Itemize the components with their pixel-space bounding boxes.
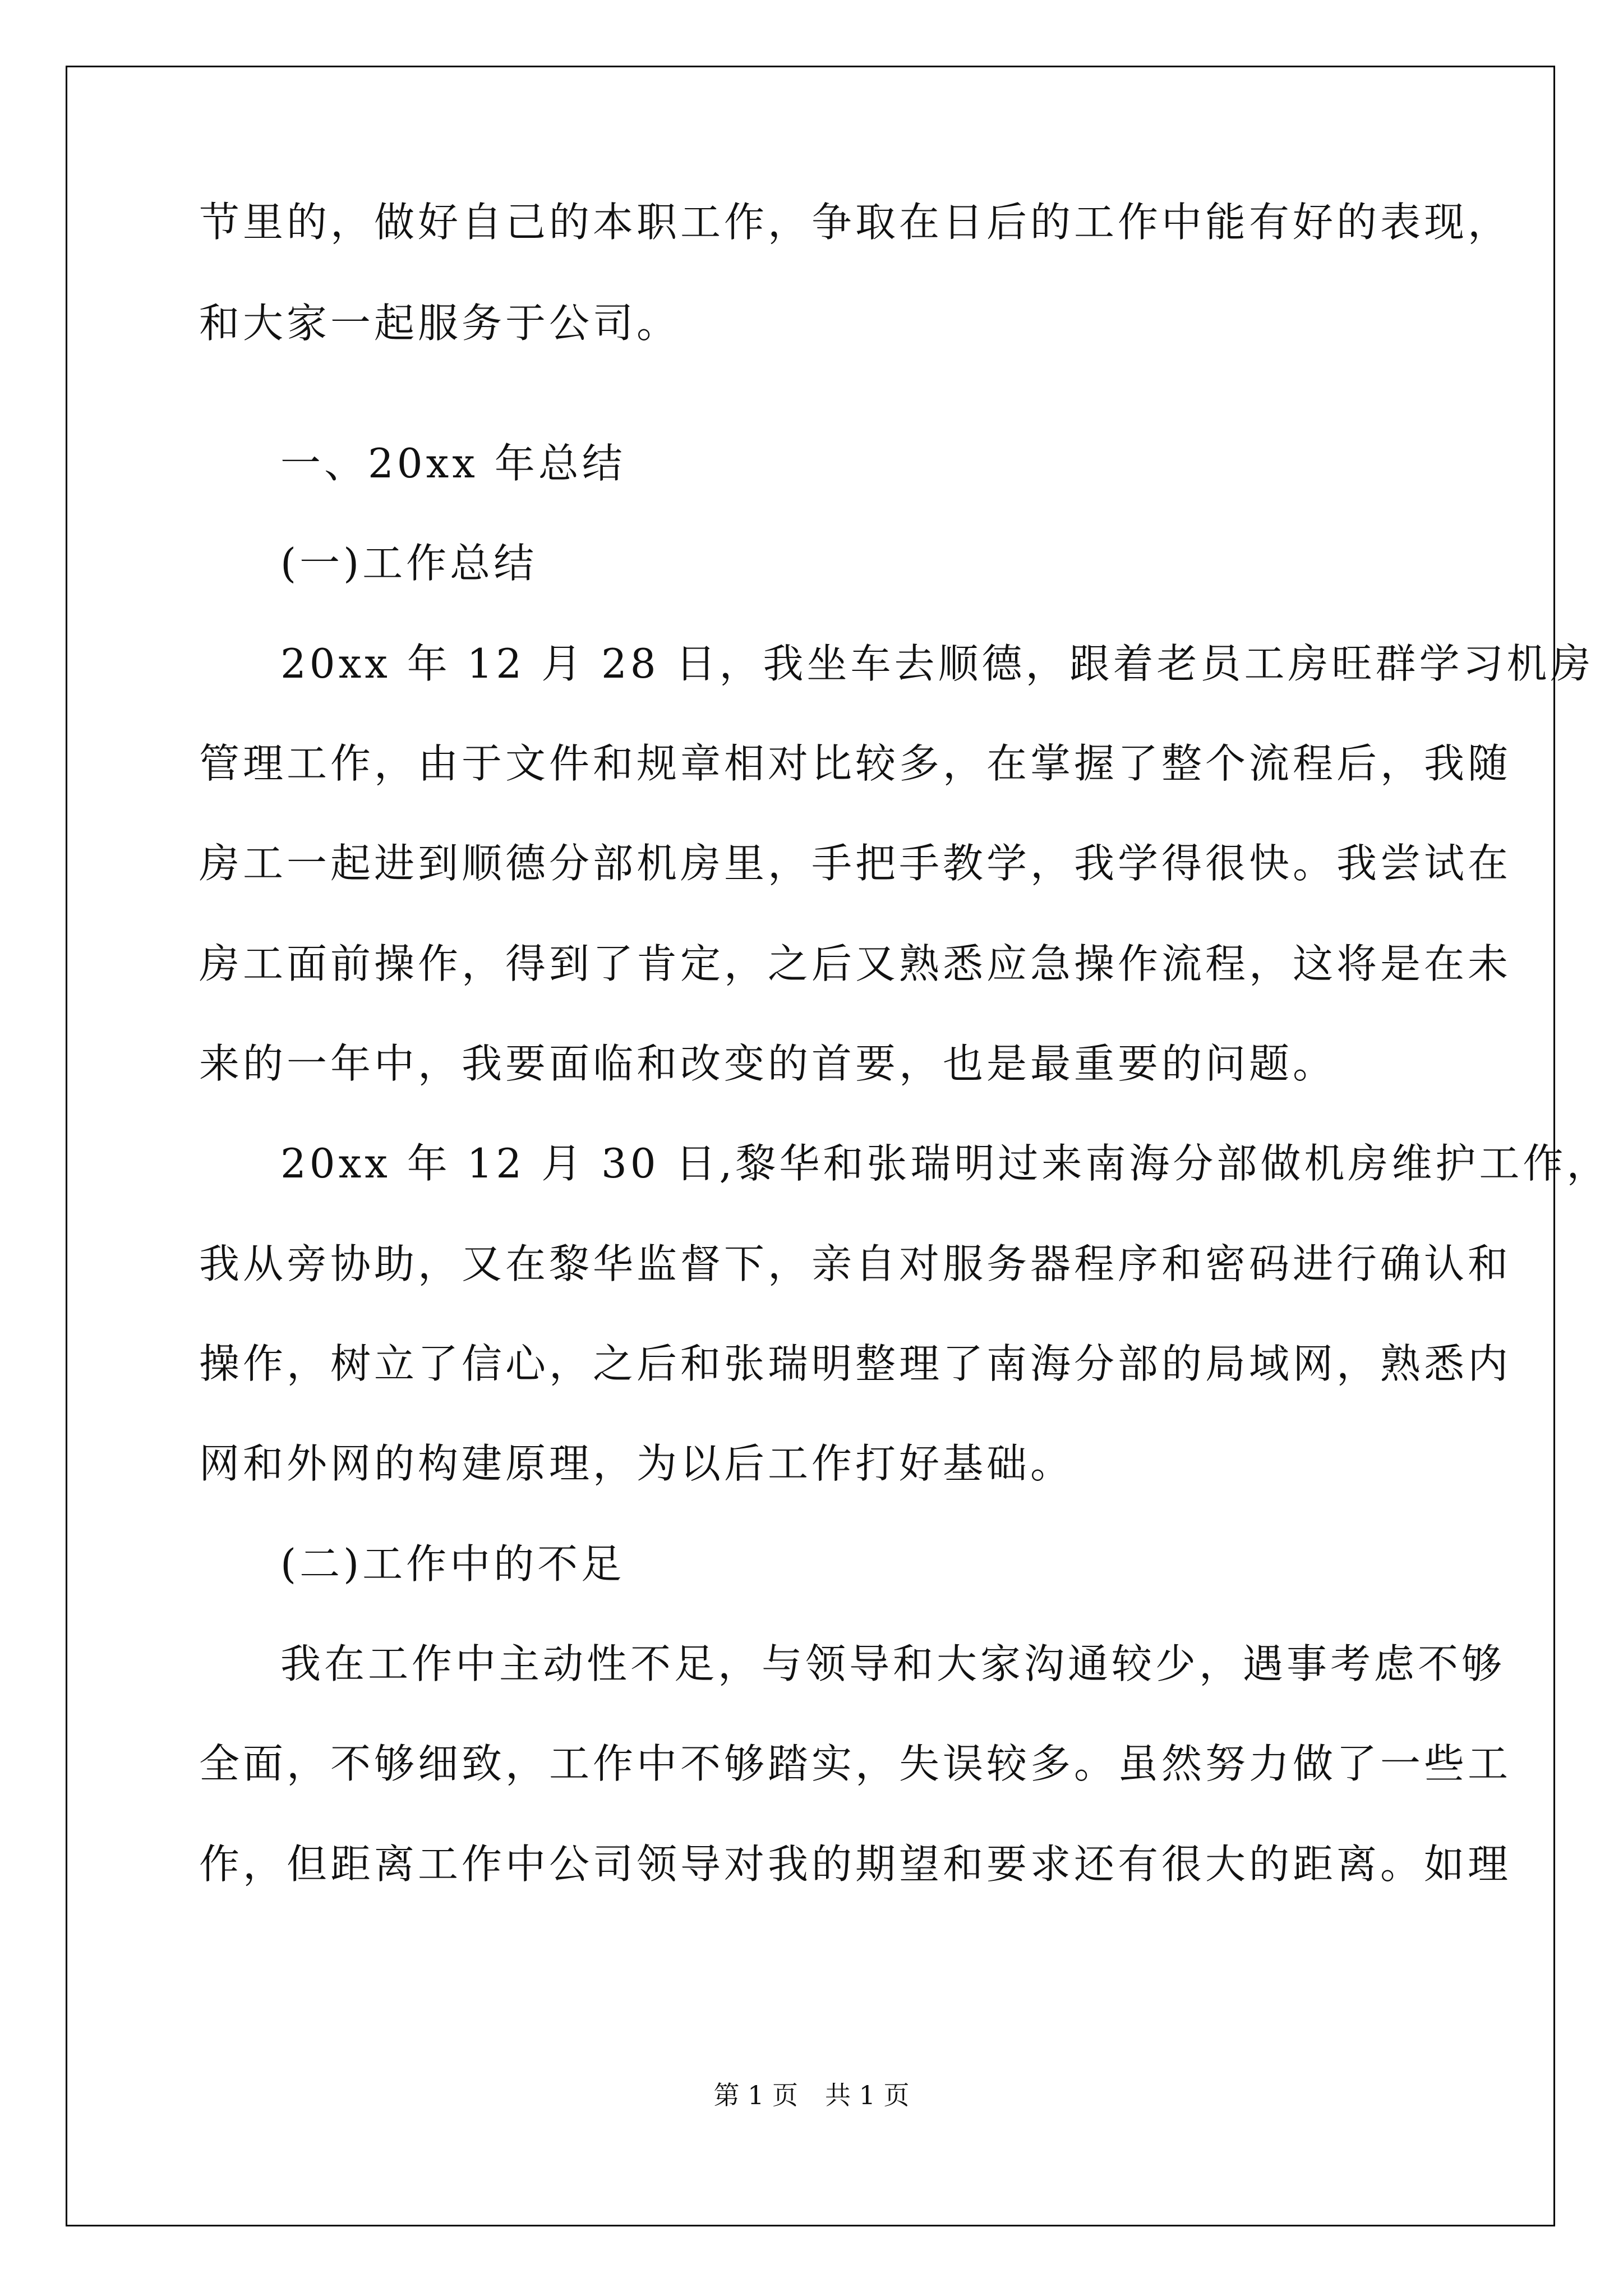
body-line: 网和外网的构建原理，为以后工作打好基础。 bbox=[199, 1440, 1075, 1487]
body-line: 操作，树立了信心，之后和张瑞明整理了南海分部的局域网，熟悉内 bbox=[199, 1340, 1512, 1387]
body-line: 我在工作中主动性不足，与领导和大家沟通较少，遇事考虑不够 bbox=[280, 1640, 1506, 1687]
body-line: 全面，不够细致，工作中不够踏实，失误较多。虽然努力做了一些工 bbox=[199, 1740, 1512, 1787]
body-line: 20xx 年 12 月 30 日,黎华和张瑞明过来南海分部做机房维护工作， bbox=[280, 1140, 1611, 1187]
body-line: 作，但距离工作中公司领导对我的期望和要求还有很大的距离。如理 bbox=[199, 1841, 1512, 1888]
section-heading: 一、20xx 年总结 bbox=[280, 440, 626, 487]
subsection-heading: (二)工作中的不足 bbox=[280, 1540, 625, 1588]
page-number: 第 1 页 bbox=[713, 2080, 798, 2110]
body-line: 节里的，做好自己的本职工作，争取在日后的工作中能有好的表现， bbox=[199, 199, 1512, 246]
body-line: 20xx 年 12 月 28 日，我坐车去顺德，跟着老员工房旺群学习机房 bbox=[280, 640, 1594, 687]
body-line: 来的一年中，我要面临和改变的首要，也是最重要的问题。 bbox=[199, 1040, 1337, 1087]
body-line: 和大家一起服务于公司。 bbox=[199, 300, 681, 347]
subsection-heading: (一)工作总结 bbox=[280, 540, 538, 587]
body-line: 我从旁协助，又在黎华监督下，亲自对服务器程序和密码进行确认和 bbox=[199, 1240, 1512, 1287]
body-line: 管理工作，由于文件和规章相对比较多，在掌握了整个流程后，我随 bbox=[199, 740, 1512, 787]
body-line: 房工面前操作，得到了肯定，之后又熟悉应急操作流程，这将是在未 bbox=[199, 940, 1512, 987]
body-line: 房工一起进到顺德分部机房里，手把手教学，我学得很快。我尝试在 bbox=[199, 840, 1512, 887]
page-footer bbox=[0, 2082, 1623, 2108]
page-total: 共 1 页 bbox=[825, 2080, 910, 2110]
